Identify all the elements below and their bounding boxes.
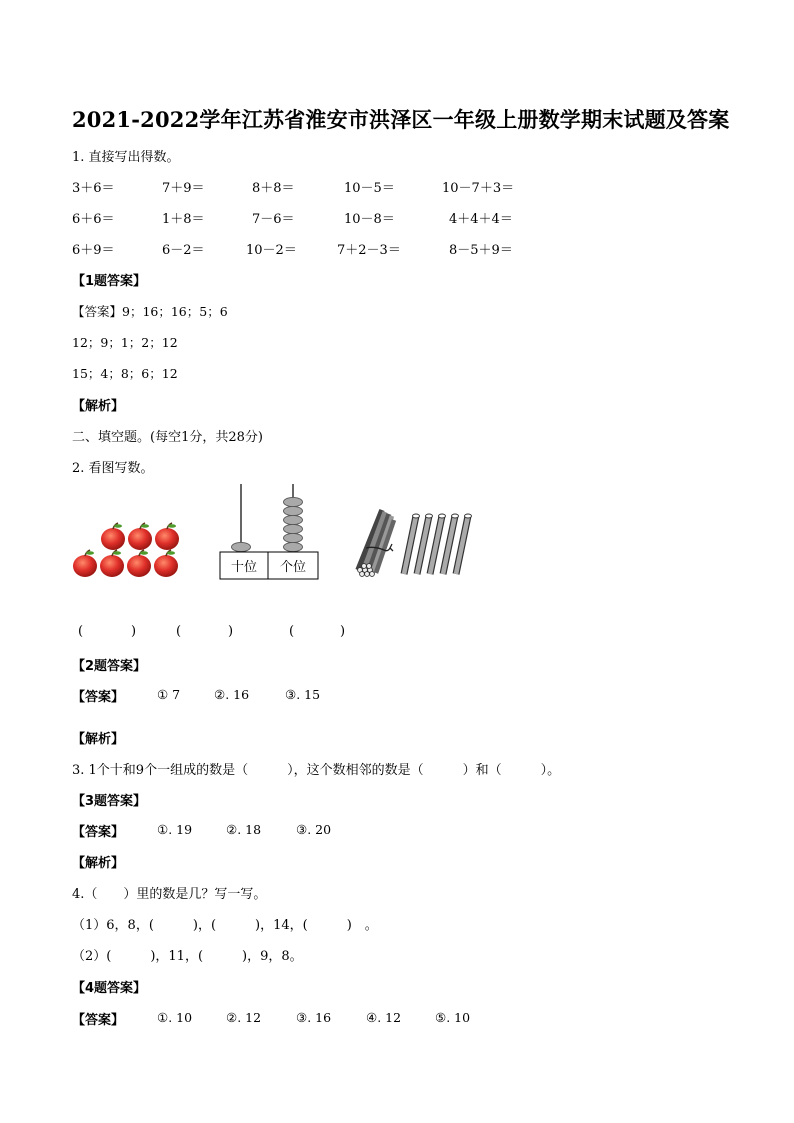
q1-expr: 7＋9＝	[162, 181, 205, 196]
blank-close-paren: )	[131, 624, 137, 639]
blank-close-paren: )	[340, 624, 346, 639]
apple-icon	[155, 523, 179, 550]
abacus-bead	[284, 515, 303, 524]
apple-icon	[101, 523, 125, 550]
q1-expr: 3＋6＝	[72, 181, 115, 196]
q1-answer-line: 15；4；8；6；12	[72, 366, 178, 381]
q2-answer: ②. 16	[214, 687, 250, 702]
q1-expr: 8－5＋9＝	[449, 243, 513, 258]
q3-stem: 3. 1个十和9个一组成的数是（ ），这个数相邻的数是（ ）和（ ）。	[72, 763, 561, 778]
q1-expr: 4＋4＋4＝	[449, 212, 513, 227]
abacus-label-ones: 个位	[279, 560, 307, 575]
q4-answer-tag: 【4题答案】	[72, 981, 147, 996]
q4-answer: ④. 12	[366, 1010, 402, 1025]
abacus-figure	[218, 482, 320, 582]
q1-answer-line: 【答案】9；16；16；5；6	[72, 304, 228, 319]
blank-open-paren: (	[78, 624, 84, 639]
apple-icon	[128, 523, 152, 550]
q1-expr: 6＋9＝	[72, 243, 115, 258]
q1-expr: 7＋2－3＝	[337, 243, 401, 258]
q1-expr: 1＋8＝	[162, 212, 205, 227]
apple-icon	[73, 550, 97, 577]
q2-answer: ③. 15	[285, 687, 321, 702]
q1-expr: 10－2＝	[246, 243, 297, 258]
q3-answer: ③. 20	[296, 822, 332, 837]
q2-stem: 2. 看图写数。	[72, 461, 154, 476]
section-heading: 二、填空题。(每空1分，共28分)	[72, 430, 263, 445]
page-title: 2021-2022学年江苏省淮安市洪泽区一年级上册数学期末试题及答案	[72, 107, 730, 132]
q1-answer-tag: 【1题答案】	[72, 274, 147, 289]
q1-expr: 10－8＝	[344, 212, 395, 227]
stick-bundle-icon	[358, 510, 394, 576]
sticks-figure	[352, 504, 474, 582]
q4-stem: 4.（ ）里的数是几？写一写。	[72, 887, 267, 902]
abacus-bead	[284, 524, 303, 533]
apple-icon	[127, 550, 151, 577]
q4-line2: （2）( )，11，( )，9，8。	[72, 949, 303, 964]
q4-answer: ③. 16	[296, 1010, 332, 1025]
q1-answer-line: 12；9；1；2；12	[72, 335, 178, 350]
blank-close-paren: )	[228, 624, 234, 639]
q2-analysis-tag: 【解析】	[72, 732, 125, 747]
apple-icon	[100, 550, 124, 577]
q1-expr: 10－7＋3＝	[442, 181, 515, 196]
q1-expr: 10－5＝	[344, 181, 395, 196]
q3-answer-label: 【答案】	[72, 825, 125, 840]
q4-answer: ②. 12	[226, 1010, 262, 1025]
q1-expr: 8＋8＝	[252, 181, 295, 196]
q4-line1: （1）6，8，( )，( )，14，( ) 。	[72, 918, 378, 933]
q1-stem: 1. 直接写出得数。	[72, 150, 180, 165]
loose-stick-icon	[456, 514, 472, 574]
q2-answer-tag: 【2题答案】	[72, 659, 147, 674]
apple-icon	[154, 550, 178, 577]
q3-answer: ②. 18	[226, 822, 262, 837]
q4-answer-label: 【答案】	[72, 1013, 125, 1028]
q3-analysis-tag: 【解析】	[72, 856, 125, 871]
abacus-bead	[284, 542, 303, 551]
q3-answer: ①. 19	[157, 822, 193, 837]
q1-analysis-tag: 【解析】	[72, 399, 125, 414]
q1-expr: 7－6＝	[252, 212, 295, 227]
abacus-bead	[284, 497, 303, 506]
q4-answer: ①. 10	[157, 1010, 193, 1025]
q2-answer: ① 7	[157, 687, 181, 702]
q2-answer-label: 【答案】	[72, 690, 125, 705]
abacus-bead	[284, 533, 303, 542]
blank-open-paren: (	[176, 624, 182, 639]
abacus-bead	[284, 506, 303, 515]
q1-expr: 6－2＝	[162, 243, 205, 258]
abacus-label-tens: 十位	[230, 560, 258, 575]
abacus-bead	[232, 542, 251, 551]
q3-answer-tag: 【3题答案】	[72, 794, 147, 809]
blank-open-paren: (	[289, 624, 295, 639]
q1-expr: 6＋6＝	[72, 212, 115, 227]
q4-answer: ⑤. 10	[435, 1010, 471, 1025]
apples-figure	[70, 523, 182, 581]
